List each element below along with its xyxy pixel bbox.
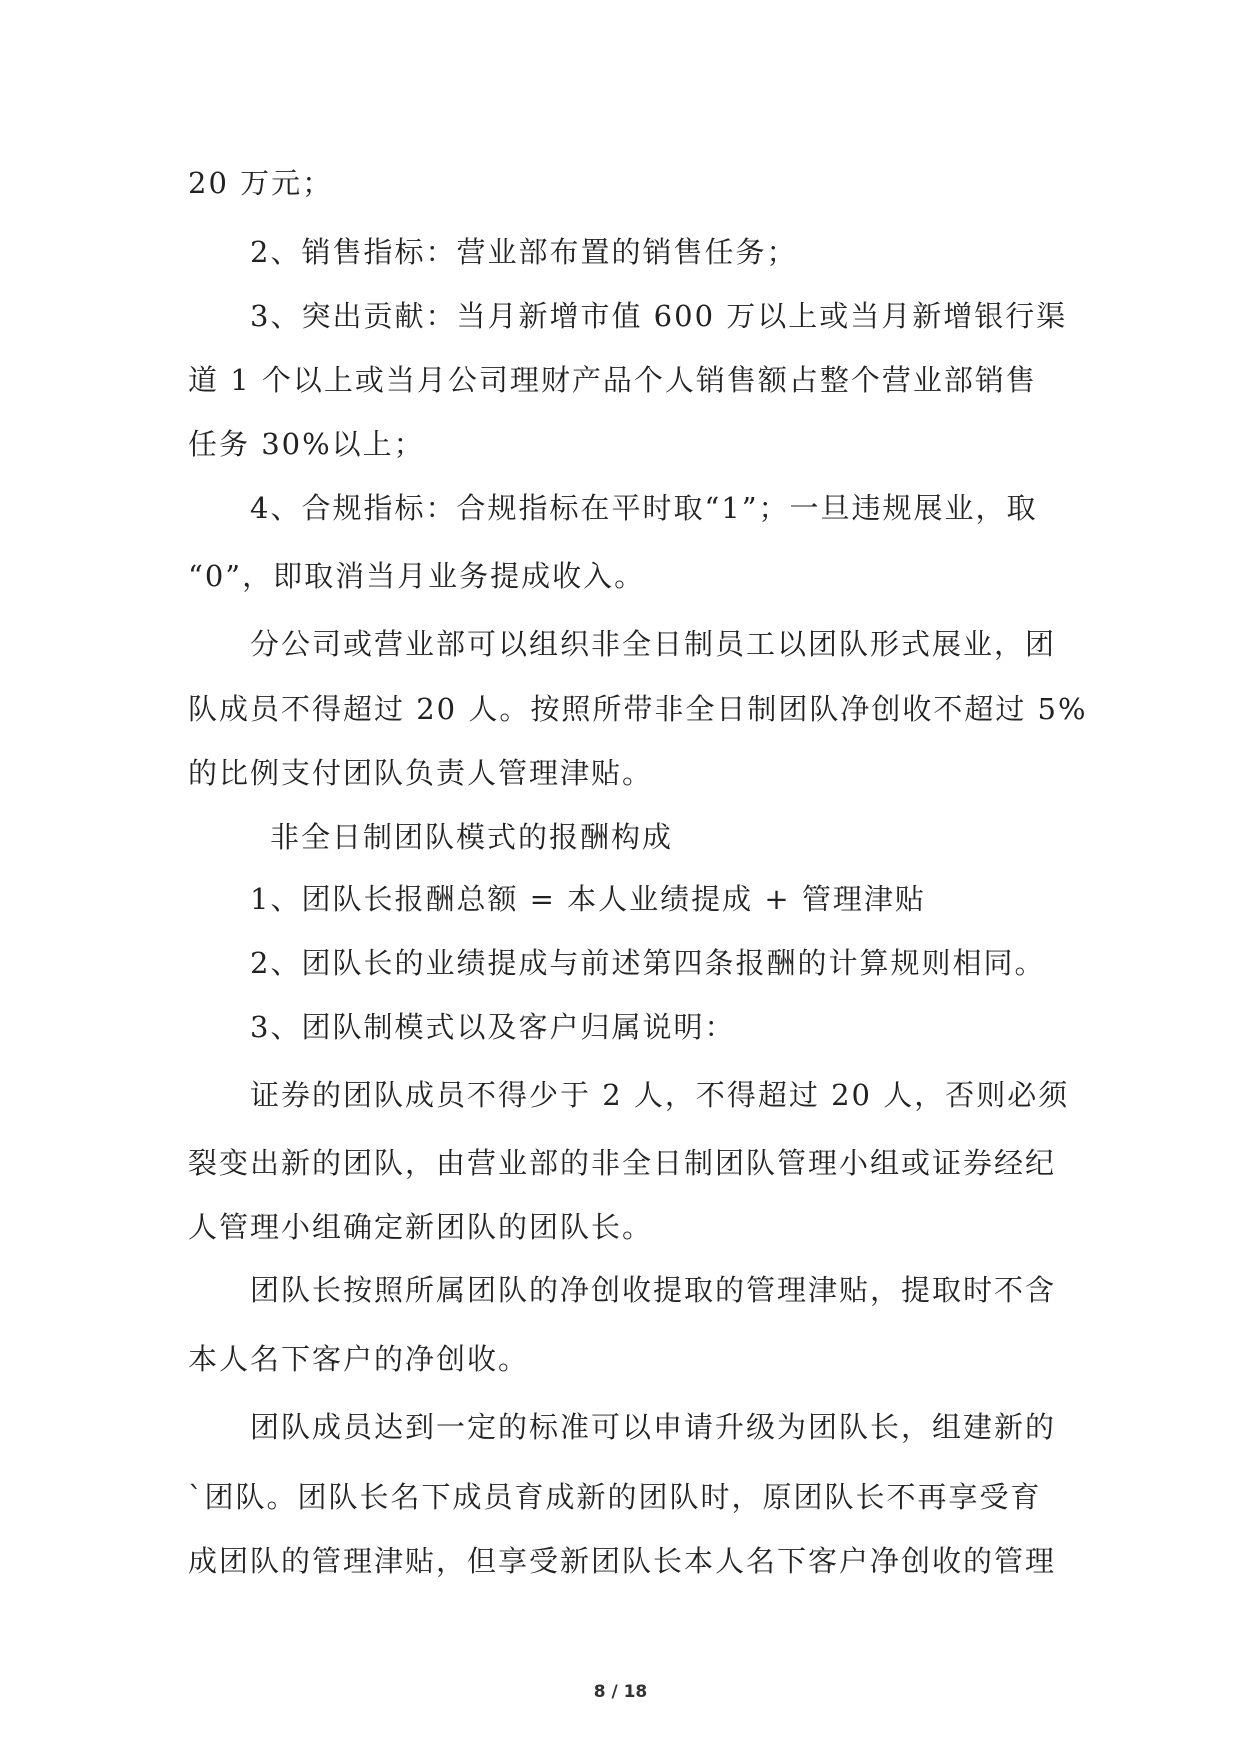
text-line: 分公司或营业部可以组织非全日制员工以团队形式展业，团 [250,627,1057,661]
text-line: 3、团队制模式以及客户归属说明： [250,1010,736,1044]
text-line: 的比例支付团队负责人管理津贴。 [188,756,654,790]
text-line: 3、突出贡献：当月新增市值 600 万以上或当月新增银行渠 [250,299,1068,333]
text-line: `团队。团队长名下成员育成新的团队时，原团队长不再享受育 [188,1480,1042,1514]
text-line: 裂变出新的团队，由营业部的非全日制团队管理小组或证券经纪 [188,1146,1057,1180]
text-line: 人管理小组确定新团队的团队长。 [188,1210,654,1244]
text-line: 4、合规指标：合规指标在平时取“1”；一旦违规展业，取 [250,491,1038,525]
page-number: 8 / 18 [593,1682,648,1702]
text-line: 2、团队长的业绩提成与前述第四条报酬的计算规则相同。 [250,946,1046,980]
text-line: 团队长按照所属团队的净创收提取的管理津贴，提取时不含 [250,1273,1057,1307]
text-line: 队成员不得超过 20 人。按照所带非全日制团队净创收不超过 5% [188,692,1088,726]
text-line: 团队成员达到一定的标准可以申请升级为团队长，组建新的 [250,1410,1057,1444]
text-line: 成团队的管理津贴，但享受新团队长本人名下客户净创收的管理 [188,1544,1057,1578]
text-line: 20 万元； [188,166,334,200]
text-line: 道 1 个以上或当月公司理财产品个人销售额占整个营业部销售 [188,363,1037,397]
section-heading: 非全日制团队模式的报酬构成 [270,820,674,854]
text-line: 证券的团队成员不得少于 2 人，不得超过 20 人，否则必须 [250,1078,1070,1112]
text-line: 任务 30%以上； [188,427,425,461]
text-line: 1、团队长报酬总额 = 本人业绩提成 + 管理津贴 [250,882,926,916]
text-line: “0”，即取消当月业务提成收入。 [188,559,646,593]
text-line: 本人名下客户的净创收。 [188,1342,530,1376]
text-line: 2、销售指标：营业部布置的销售任务； [250,235,798,269]
